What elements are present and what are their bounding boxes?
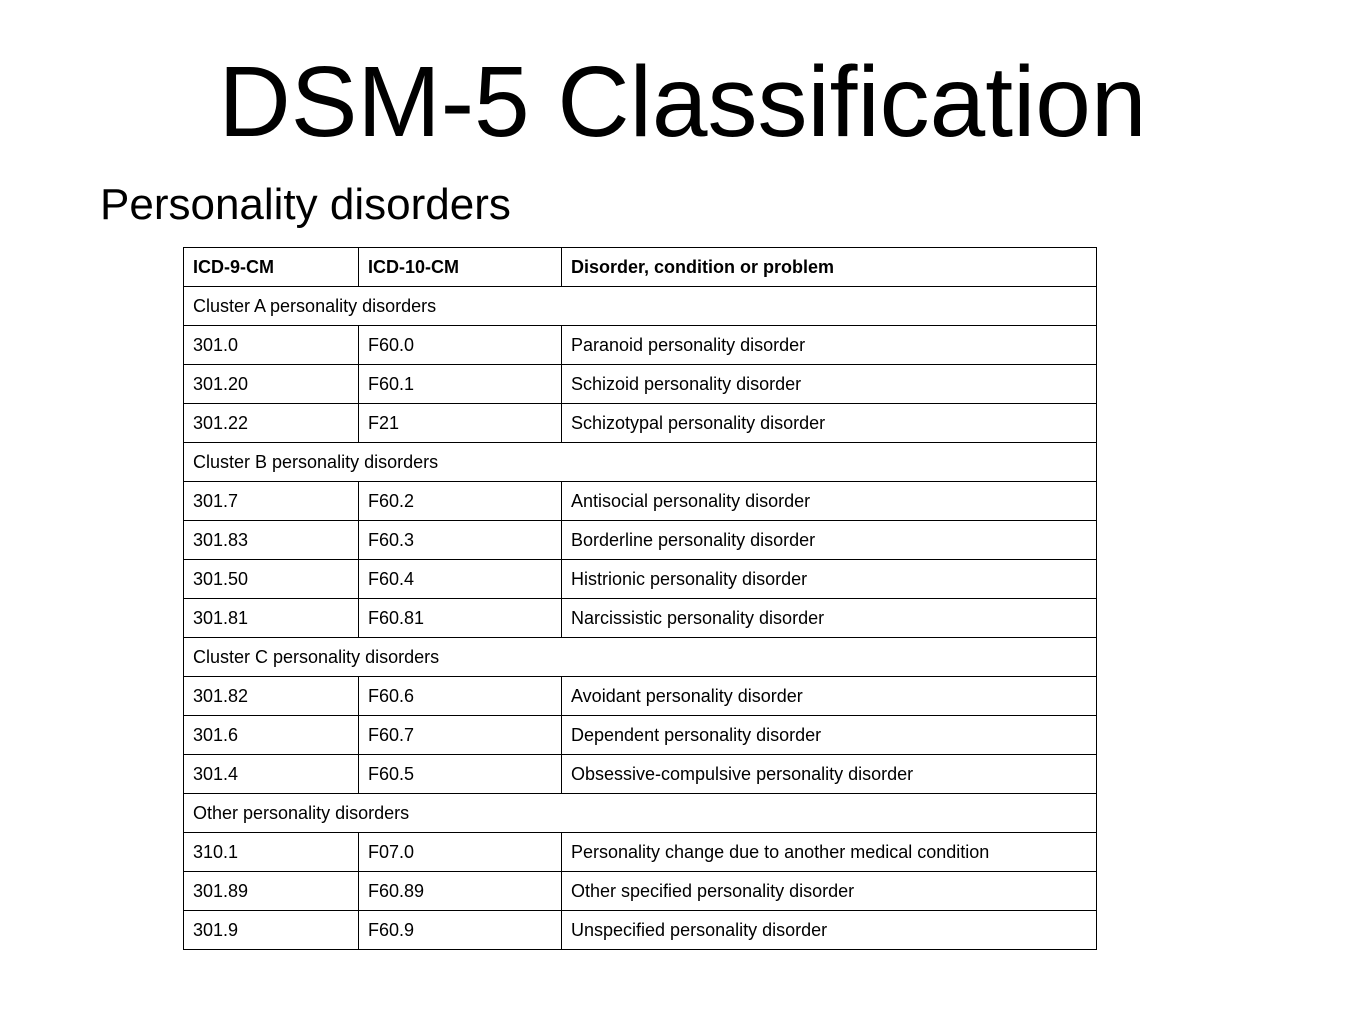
table-row (184, 365, 1097, 404)
disorder-name-cell: Schizoid personality disorder (562, 365, 1097, 404)
icd10-code-cell: F60.7 (359, 716, 562, 755)
group-row (184, 287, 1097, 326)
disorder-name-cell: Obsessive-compulsive personality disorder (562, 755, 1097, 794)
group-row (184, 638, 1097, 677)
header-icd10: ICD-10-CM (359, 248, 562, 287)
table-row (184, 482, 1097, 521)
disorder-name-cell: Schizotypal personality disorder (562, 404, 1097, 443)
disorder-name-cell: Paranoid personality disorder (562, 326, 1097, 365)
icd10-code-cell: F60.4 (359, 560, 562, 599)
disorder-name-cell: Other specified personality disorder (562, 872, 1097, 911)
icd10-code-cell: F21 (359, 404, 562, 443)
icd10-code-cell: F60.9 (359, 911, 562, 950)
table-body (184, 287, 1097, 950)
icd10-code-cell: F60.2 (359, 482, 562, 521)
icd10-code-cell: F60.81 (359, 599, 562, 638)
group-label: Cluster C personality disorders (184, 638, 1097, 677)
header-disorder: Disorder, condition or problem (562, 248, 1097, 287)
disorder-name-cell: Unspecified personality disorder (562, 911, 1097, 950)
table-row (184, 404, 1097, 443)
disorder-name-cell: Histrionic personality disorder (562, 560, 1097, 599)
group-label: Cluster A personality disorders (184, 287, 1097, 326)
group-row (184, 794, 1097, 833)
classification-table (183, 247, 1097, 950)
icd9-code-cell: 301.22 (184, 404, 359, 443)
icd10-code-cell: F60.89 (359, 872, 562, 911)
icd9-code-cell: 301.6 (184, 716, 359, 755)
icd9-code-cell: 301.9 (184, 911, 359, 950)
header-row (184, 248, 1097, 287)
disorder-name-cell: Borderline personality disorder (562, 521, 1097, 560)
table-row (184, 716, 1097, 755)
table-row (184, 677, 1097, 716)
icd10-code-cell: F60.0 (359, 326, 562, 365)
icd9-code-cell: 301.81 (184, 599, 359, 638)
group-label: Cluster B personality disorders (184, 443, 1097, 482)
table-row (184, 560, 1097, 599)
group-row (184, 443, 1097, 482)
icd9-code-cell: 301.83 (184, 521, 359, 560)
icd10-code-cell: F60.1 (359, 365, 562, 404)
icd10-code-cell: F07.0 (359, 833, 562, 872)
header-icd9: ICD-9-CM (184, 248, 359, 287)
disorder-name-cell: Antisocial personality disorder (562, 482, 1097, 521)
icd9-code-cell: 301.0 (184, 326, 359, 365)
icd9-code-cell: 301.4 (184, 755, 359, 794)
icd9-code-cell: 301.20 (184, 365, 359, 404)
slide-title: DSM-5 Classification (218, 46, 1147, 158)
icd9-code-cell: 301.7 (184, 482, 359, 521)
table-row (184, 911, 1097, 950)
icd9-code-cell: 301.89 (184, 872, 359, 911)
disorder-name-cell: Dependent personality disorder (562, 716, 1097, 755)
table-row (184, 833, 1097, 872)
disorder-name-cell: Avoidant personality disorder (562, 677, 1097, 716)
icd10-code-cell: F60.6 (359, 677, 562, 716)
table-row (184, 599, 1097, 638)
table-row (184, 326, 1097, 365)
table-row (184, 755, 1097, 794)
group-label: Other personality disorders (184, 794, 1097, 833)
icd10-code-cell: F60.3 (359, 521, 562, 560)
table-row (184, 521, 1097, 560)
disorder-name-cell: Narcissistic personality disorder (562, 599, 1097, 638)
table-header (184, 248, 1097, 287)
icd9-code-cell: 301.82 (184, 677, 359, 716)
disorder-name-cell: Personality change due to another medical condition (562, 833, 1097, 872)
icd9-code-cell: 301.50 (184, 560, 359, 599)
table-row (184, 872, 1097, 911)
icd9-code-cell: 310.1 (184, 833, 359, 872)
icd10-code-cell: F60.5 (359, 755, 562, 794)
slide-subtitle: Personality disorders (100, 180, 511, 229)
